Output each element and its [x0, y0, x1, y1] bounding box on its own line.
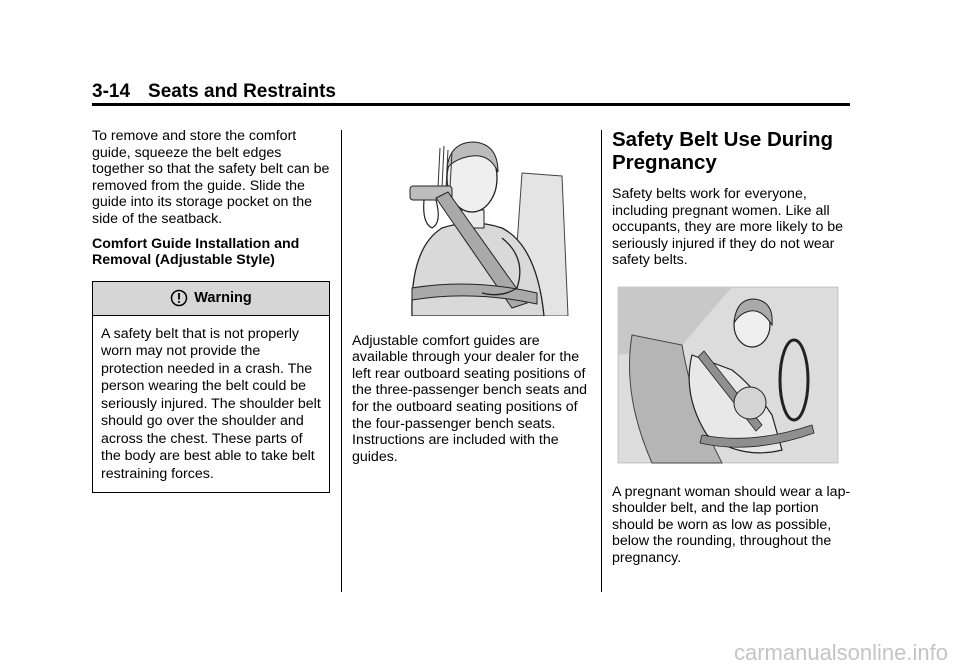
warning-header — [93, 282, 329, 316]
page-number: 3-14 — [92, 81, 131, 102]
section-heading: Safety Belt Use During Pregnancy — [612, 128, 833, 174]
warning-box — [92, 281, 330, 494]
warning-title: Warning — [194, 289, 252, 306]
paragraph: To remove and store the comfort guide, squeeze the belt edges together so that the safety belt can be removed from the guide. Slide the guide into its storage pocket on the side of the seatback. — [92, 128, 330, 227]
column-3 — [612, 128, 852, 575]
section-title: Seats and Restraints — [148, 81, 336, 102]
column-divider — [341, 130, 342, 592]
paragraph: A pregnant woman should wear a lap-shoulder belt, and the lap portion should be worn as low as possible, below the rounding, throughout the pregnancy. — [612, 483, 851, 566]
pregnant-driver-illustration — [612, 285, 840, 465]
page-header — [92, 80, 850, 104]
header-rule — [92, 103, 850, 106]
warning-circle-icon — [170, 289, 188, 307]
warning-body: A safety belt that is not properly worn may not provide the protection needed in a crash. The person wearing the belt could be seriously injured. The shoulder belt should go over the shoulder and across the chest. These parts of the body are best able to take belt restraining forces. — [101, 325, 321, 482]
paragraph: Safety belts work for everyone, including pregnant women. Like all occupants, they are more likely to be seriously injured if they do not wear safety belts. — [612, 186, 844, 269]
subheading: Comfort Guide Installation and Removal (Adjustable Style) — [92, 235, 300, 269]
watermark: carmanualsonline.info — [733, 640, 948, 665]
column-1 — [92, 128, 332, 493]
paragraph: Adjustable comfort guides are available through your dealer for the left rear outboard seating positions of the three-passenger bench seats and for the outboard seating positions of the four-passenger bench seats. Instructions are included with the guides. — [352, 332, 588, 465]
column-divider — [601, 130, 602, 592]
comfort-guide-illustration — [352, 128, 592, 316]
column-2 — [352, 128, 592, 473]
